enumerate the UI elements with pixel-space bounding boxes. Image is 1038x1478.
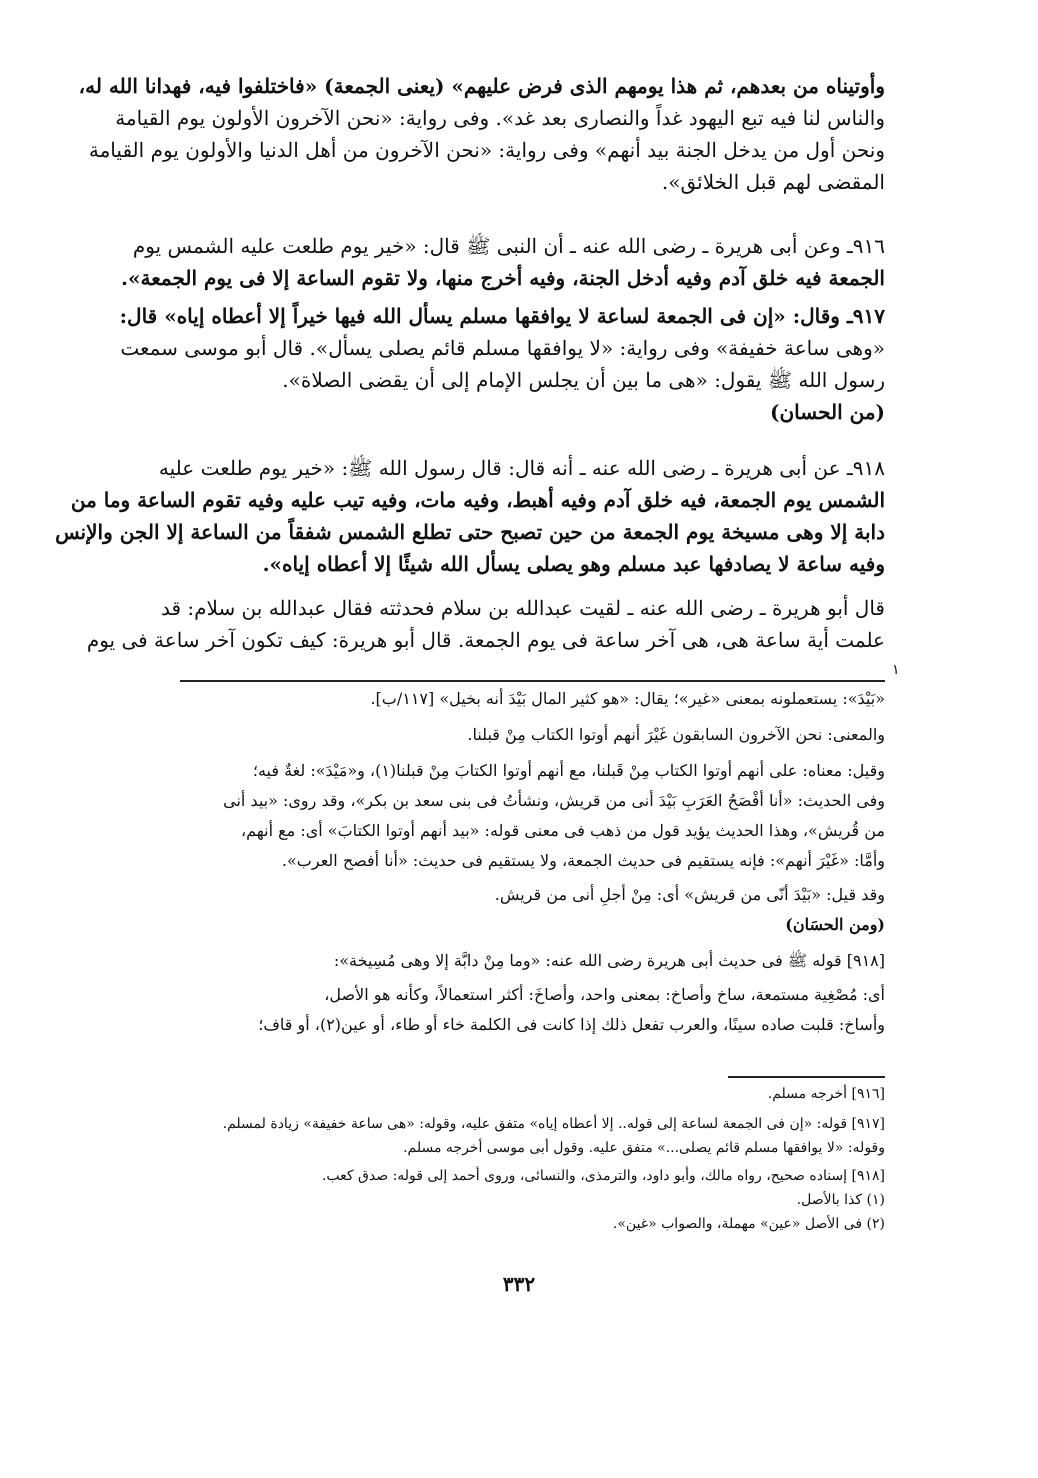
abu-hurayra-paragraph (86, 592, 885, 656)
text-line: ٩١٨ـ عن أبى هريرة ـ رضى الله عنه ـ أنه قال: قال رسول الله ﷺ: «خير يوم طلعت عليه (158, 456, 885, 480)
note-line: وفى الحديث: «أنا أفْصَحُ العَرَبِ بَيْدَ أنى من قريش، ونشأتُ فى بنى سعد بن بكر»، وقد روى: «بيد أنى (223, 791, 885, 810)
text-line: علمت أية ساعة هى، هى آخر ساعة فى يوم الجمعة. قال أبو هريرة: كيف تكون آخر ساعة فى يوم (86, 628, 885, 652)
note-line: والمعنى: نحن الآخرون السابقون غَيْرَ أنهم أوتوا الكتاب مِنْ قبلنا. (467, 725, 885, 744)
footnote-line: [٩١٧] قوله: «إن فى الجمعة لساعة إلى قوله.. إلا أعطاه إياه» متفق عليه، وقوله: «هى ساعة خفيفة» زيادة لمسلم. (222, 1116, 885, 1132)
page-number: ٣٣٢ (502, 1272, 536, 1296)
hadith-918 (55, 452, 885, 580)
footnote-line: (٢) فى الأصل «عين» مهملة، والصواب «غين». (612, 1216, 885, 1232)
commentary (165, 684, 885, 1040)
footnote-line: [٩١٦] أخرجه مسلم. (767, 1086, 885, 1102)
section-heading: (من الحسان) (769, 400, 885, 424)
note-line: وقيل: معناه: على أنهم أوتوا الكتاب مِنْ قَبلنا، مع أنهم أوتوا الكتابَ مِنْ قبلنا(١)، و«مَيْدَ»: لغةٌ فيه؛ (252, 761, 885, 780)
hadith-917 (119, 300, 885, 428)
footnote-line: [٩١٨] إسناده صحيح، رواه مالك، وأبو داود، والترمذى، والنسائى، وروى أحمد إلى قوله: صدق كعب. (321, 1168, 885, 1184)
footnote-line: (١) كذا بالأصل. (796, 1192, 885, 1208)
section-divider (180, 680, 885, 682)
note-line: أى: مُصْغِية مستمعة، ساخ وأصاخ: بمعنى واحد، وأصاخَ: أكثر استعمالاً، وكأنه هو الأصل، (324, 985, 885, 1004)
note-line: من قُريش»، وهذا الحديث يؤيد قول من ذهب فى معنى قوله: «بيد أنهم أوتوا الكتابَ» أى: مع أنهم، (240, 821, 885, 840)
text-line: الجمعة فيه خلق آدم وفيه أدخل الجنة، وفيه أخرج منها، ولا تقوم الساعة إلا فى يوم الجمعة». (121, 266, 885, 290)
text-line: دابة إلا وهى مسيخة يوم الجمعة من حين تصبح حتى تطلع الشمس شفقاً من الساعة إلا الجن والإنس (55, 520, 885, 544)
text-line: «وهى ساعة خفيفة» وفى رواية: «لا يوافقها مسلم قائم يصلى يسأل». قال أبو موسى سمعت (120, 336, 885, 360)
note-line: [٩١٨] قوله ﷺ فى حديث أبى هريرة رضى الله عنه: «وما مِنْ دابَّة إلا وهى مُسِيخة»: (333, 951, 885, 970)
text-line: وفيه ساعة لا يصادفها عبد مسلم وهو يصلى يسأل الله شيئًا إلا أعطاه إياه». (262, 552, 885, 576)
text-line: رسول الله ﷺ يقول: «هى ما بين أن يجلس الإمام إلى أن يقضى الصلاة». (282, 368, 885, 392)
note-heading: (ومن الحسَان) (785, 915, 885, 934)
footnote-line: وقوله: «لا يوافقها مسلم قائم يصلى...» متفق عليه. وقول أبى موسى أخرجه مسلم. (403, 1140, 885, 1156)
margin-marker: ١ (892, 662, 900, 678)
main-text (78, 70, 885, 198)
text-line: المقضى لهم قبل الخلائق». (661, 170, 885, 194)
text-line: ٩١٧ـ وقال: «إن فى الجمعة لساعة لا يوافقها مسلم يسأل الله فيها خيراً إلا أعطاه إياه» قال: (119, 304, 885, 328)
hadith-916 (121, 230, 885, 294)
text-line: وأوتيناه من بعدهم، ثم هذا يومهم الذى فرض عليهم» (يعنى الجمعة) «فاختلفوا فيه، فهدانا الله له، (78, 74, 885, 98)
note-line: «بَيْدَ»: يستعملونه بمعنى «غير»؛ يقال: «هو كثير المال بَيْدَ أنه بخيل» [١١٧/ب]. (370, 689, 885, 708)
note-line: وأساخ: قلبت صاده سينًا، والعرب تفعل ذلك إذا كانت فى الكلمة خاء أو طاء، أو عين(٢)، أو قاف؛ (258, 1015, 885, 1034)
text-line: ونحن أول من يدخل الجنة بيد أنهم» وفى رواية: «نحن الآخرون من أهل الدنيا والأولون يوم القيامة (88, 138, 885, 162)
footnotes (165, 1082, 885, 1236)
text-line: ٩١٦ـ وعن أبى هريرة ـ رضى الله عنه ـ أن النبى ﷺ قال: «خير يوم طلعت عليه الشمس يوم (132, 234, 885, 258)
note-line: وأمَّا: «غَيْرَ أنهم»: فإنه يستقيم فى حديث الجمعة، ولا يستقيم فى حديث: «أنا أفصح العرب». (281, 851, 885, 870)
note-line: وقد قيل: «بَيْدَ أنّى من قريش» أى: مِنْ أجلِ أنى من قريش. (494, 885, 885, 904)
text-line: والناس لنا فيه تبع اليهود غداً والنصارى بعد غد». وفى رواية: «نحن الآخرون الأولون يوم القيامة (115, 106, 885, 130)
text-line: قال أبو هريرة ـ رضى الله عنه ـ لقيت عبدالله بن سلام فحدثته فقال عبدالله بن سلام: قد (160, 596, 885, 620)
footnote-divider (728, 1076, 885, 1078)
text-line: الشمس يوم الجمعة، فيه خلق آدم وفيه أهبط، وفيه مات، وفيه تيب عليه وفيه تقوم الساعة وما من (70, 488, 885, 512)
